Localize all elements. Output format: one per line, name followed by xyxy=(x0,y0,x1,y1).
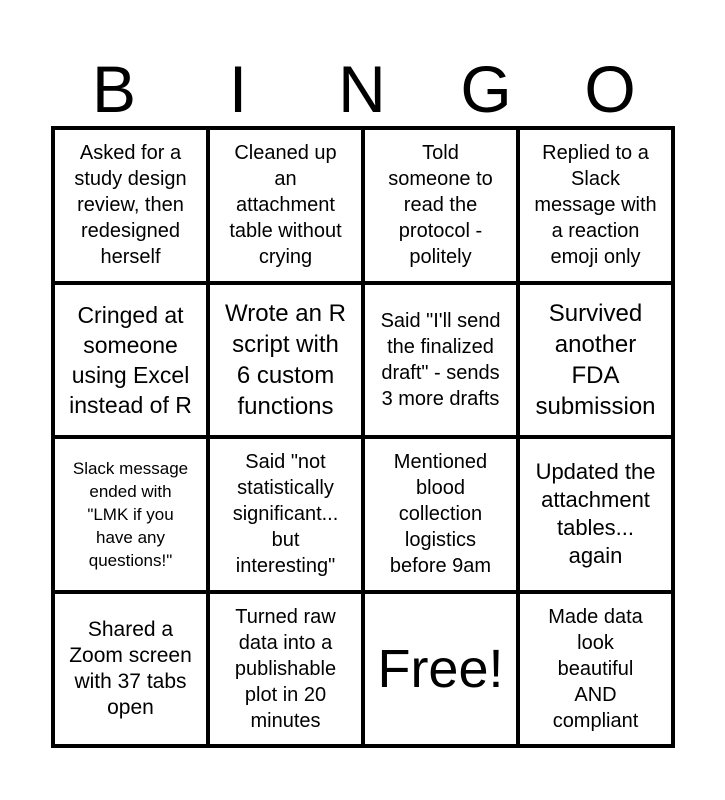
bingo-cell-r3c3[interactable] xyxy=(365,439,516,590)
bingo-card-grid xyxy=(51,126,675,748)
bingo-cell-r2c1[interactable] xyxy=(55,285,206,436)
bingo-cell-free[interactable] xyxy=(365,594,516,745)
header-letter-i: I xyxy=(228,52,248,126)
bingo-cell-r3c1[interactable] xyxy=(55,439,206,590)
cell-text: Updated the attachment tables... again xyxy=(535,459,656,569)
bingo-cell-r2c4[interactable] xyxy=(520,285,671,436)
bingo-cell-r4c4[interactable] xyxy=(520,594,671,745)
cell-text: Said "not statistically significant... but interesting" xyxy=(232,451,339,578)
cell-text: Replied to a Slack message with a reaction emoji only xyxy=(534,142,657,269)
cell-text: Cringed at someone using Excel instead of R xyxy=(69,301,192,418)
bingo-cell-r3c2[interactable] xyxy=(210,439,361,590)
header-letter-n: N xyxy=(338,52,386,126)
cell-text: Shared a Zoom screen with 37 tabs open xyxy=(69,617,192,719)
cell-text: Told someone to read the protocol - politely xyxy=(388,142,493,269)
cell-text: Slack message ended with "LMK if you have any questions!" xyxy=(72,458,189,570)
bingo-cell-r1c1[interactable] xyxy=(55,130,206,281)
bingo-cell-r4c1[interactable] xyxy=(55,594,206,745)
cell-text: Said "I'll send the finalized draft" - sends 3 more drafts xyxy=(380,309,501,410)
cell-text: Made data look beautiful AND compliant xyxy=(548,605,643,732)
cell-text: Wrote an R script with 6 custom functions xyxy=(225,299,346,420)
bingo-cell-r2c2[interactable] xyxy=(210,285,361,436)
bingo-cell-r3c4[interactable] xyxy=(520,439,671,590)
cell-text: Survived another FDA submission xyxy=(535,299,656,420)
bingo-header xyxy=(52,52,672,126)
cell-text: Asked for a study design review, then redesigned herself xyxy=(74,142,187,269)
bingo-cell-r4c2[interactable] xyxy=(210,594,361,745)
bingo-cell-r1c4[interactable] xyxy=(520,130,671,281)
cell-text: Turned raw data into a publishable plot in 20 minutes xyxy=(234,605,337,732)
bingo-cell-r1c2[interactable] xyxy=(210,130,361,281)
header-letter-g: G xyxy=(460,52,512,126)
bingo-cell-r1c3[interactable] xyxy=(365,130,516,281)
cell-text: Mentioned blood collection logistics before 9am xyxy=(389,451,492,578)
header-letter-o: O xyxy=(584,52,636,126)
free-space-text: Free! xyxy=(377,638,504,699)
bingo-cell-r2c3[interactable] xyxy=(365,285,516,436)
header-letter-b: B xyxy=(91,52,137,126)
cell-text: Cleaned up an attachment table without crying xyxy=(229,142,342,269)
